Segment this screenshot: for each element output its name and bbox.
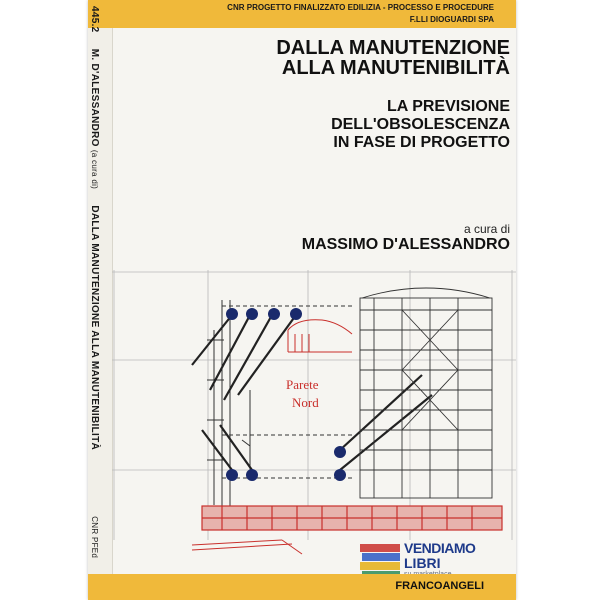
spine-title: DALLA MANUTENZIONE ALLA MANUTENIBILITÀ	[89, 205, 100, 451]
title-line-1: DALLA MANUTENZIONE	[276, 37, 510, 59]
header-band	[112, 0, 516, 28]
publisher-name: FRANCOANGELI	[395, 580, 484, 592]
spine-author-note: (a cura di)	[90, 149, 99, 190]
book-subtitle	[220, 98, 510, 152]
diagonal-bracing	[192, 315, 432, 470]
spine-bottom-band	[88, 574, 112, 600]
foundation-red	[202, 506, 502, 530]
title-line-2: ALLA MANUTENIBILITÀ	[281, 57, 510, 79]
foundation-footing	[192, 540, 302, 554]
north-wall-outline	[288, 320, 352, 352]
spine-author: M. D'ALESSANDRO	[89, 48, 100, 147]
header-line-1: CNR PROGETTO FINALIZZATO EDILIZIA - PROCESSO E PROCEDURE	[227, 3, 494, 12]
watermark-line-2: LIBRI	[404, 555, 441, 571]
header-line-2: F.LLI DIOGUARDI SPA	[409, 15, 494, 24]
subtitle-line-1: LA PREVISIONE	[387, 98, 510, 115]
drawing-label-line-1: Parete	[286, 377, 319, 392]
watermark-line-1: VENDIAMO	[404, 540, 476, 556]
book-spine	[88, 0, 113, 600]
spine-series: CNR PFEd	[90, 516, 99, 559]
editor-label: a cura di	[463, 222, 510, 236]
subtitle-line-3: IN FASE DI PROGETTO	[333, 134, 510, 151]
editor-name: MASSIMO D'ALESSANDRO	[301, 236, 510, 253]
subtitle-line-2: DELL'OBSOLESCENZA	[331, 116, 510, 133]
footer-band	[112, 574, 516, 600]
right-facade	[360, 288, 492, 498]
connection-nodes	[226, 308, 346, 481]
drawing-label-line-2: Nord	[292, 395, 319, 410]
spine-number: 445.2	[89, 6, 100, 33]
architectural-drawing	[112, 270, 516, 570]
book-title	[220, 38, 510, 78]
